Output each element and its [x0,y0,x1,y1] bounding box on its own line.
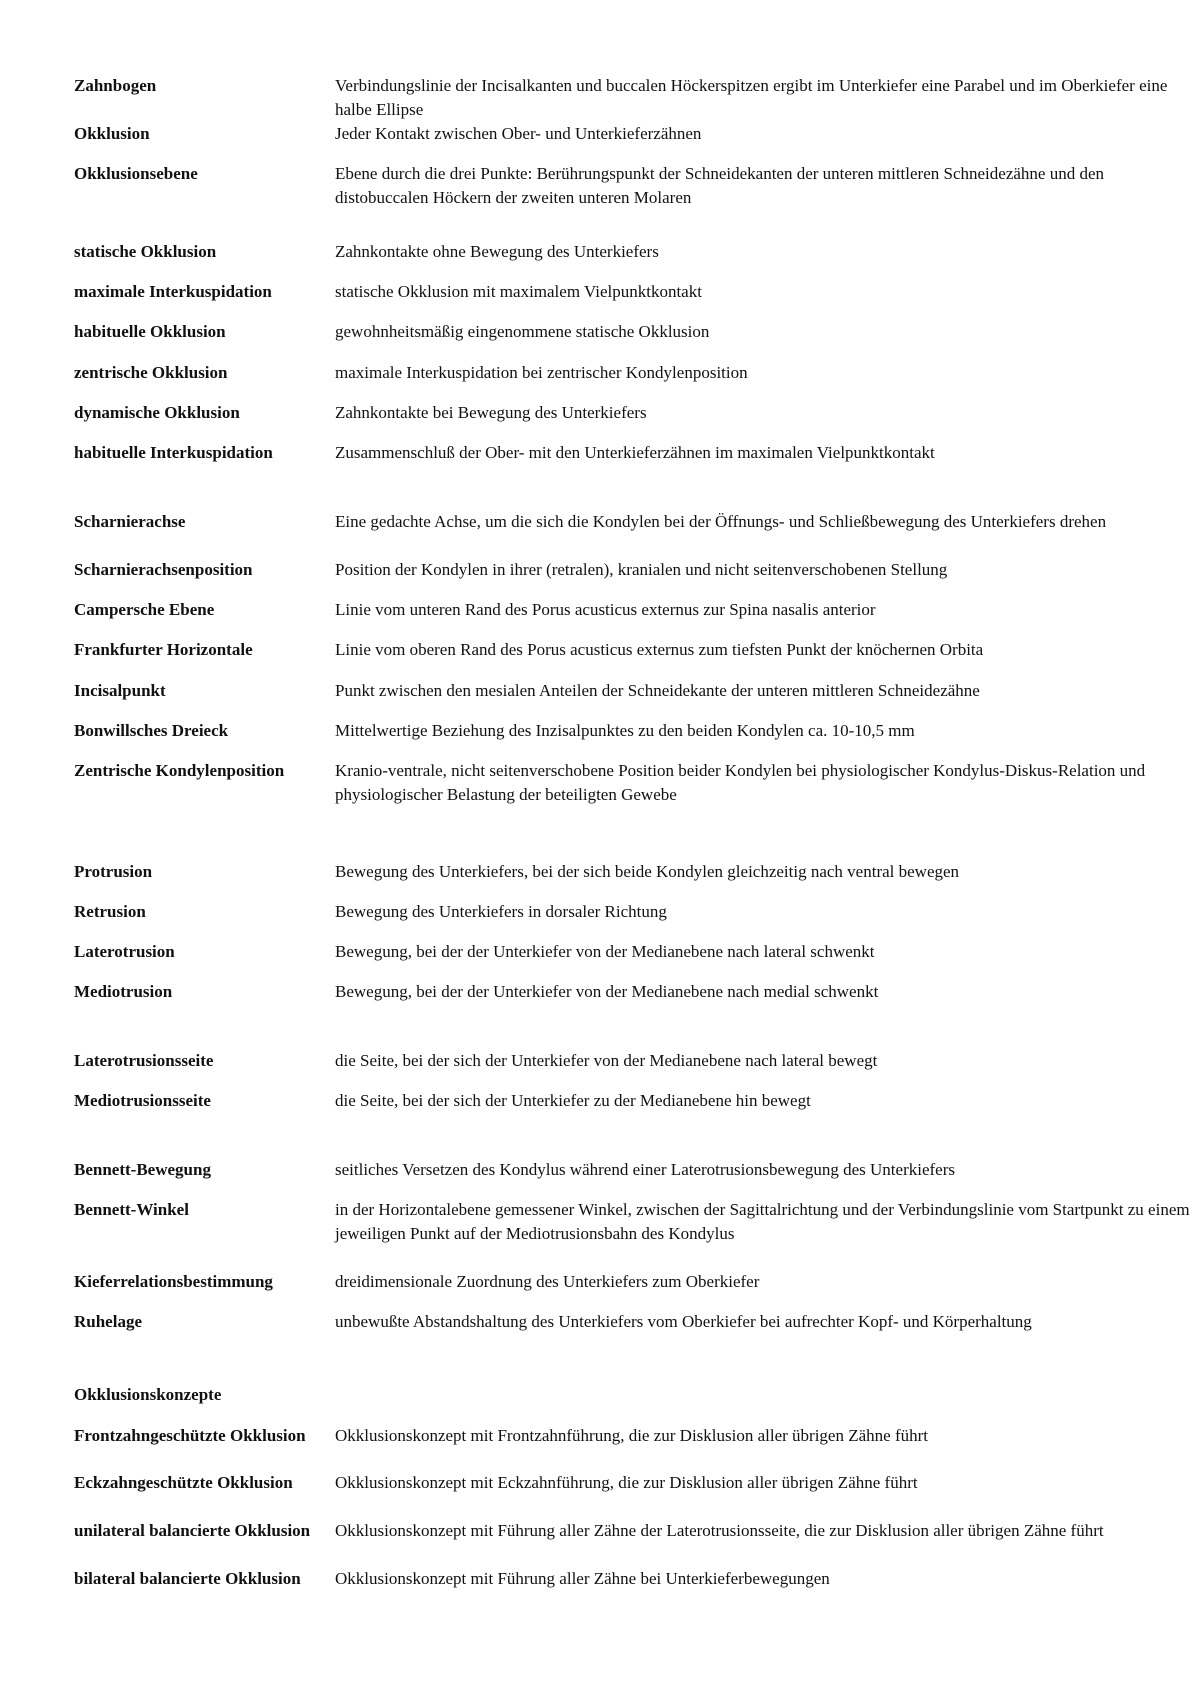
glossary-term: Frontzahngeschützte Okklusion [74,1426,306,1445]
glossary-definition: Ebene durch die drei Punkte: Berührungspunkt der Schneidekanten der unteren mittleren Schneidezähne und den distobuccalen Höckern der zweiten unteren Molaren [335,164,1105,207]
glossary-term: unilateral balancierte Okklusion [74,1521,311,1540]
glossary-term: statische Okklusion [74,242,217,261]
glossary-term: dynamische Okklusion [74,403,240,422]
glossary-definition: Position der Kondylen in ihrer (retralen), kranialen und nicht seitenverschobenen Stellung [335,560,948,579]
glossary-term: Bennett-Bewegung [74,1160,211,1179]
glossary-definition: gewohnheitsmäßig eingenommene statische Okklusion [335,322,710,341]
glossary-definition: Mittelwertige Beziehung des Inzisalpunktes zu den beiden Kondylen ca. 10-10,5 mm [335,721,915,740]
glossary-term: Scharnierachsenposition [74,560,253,579]
glossary-definition: statische Okklusion mit maximalem Vielpunktkontakt [335,282,702,301]
glossary-definition: Zahnkontakte ohne Bewegung des Unterkiefers [335,242,659,261]
glossary-definition: Okklusionskonzept mit Führung aller Zähne bei Unterkieferbewegungen [335,1569,830,1588]
glossary-term: Frankfurter Horizontale [74,640,253,659]
glossary-term: Kieferrelationsbestimmung [74,1272,273,1291]
glossary-definition: seitliches Versetzen des Kondylus während einer Laterotrusionsbewegung des Unterkiefers [335,1160,955,1179]
glossary-term: Ruhelage [74,1312,142,1331]
glossary-definition: Zahnkontakte bei Bewegung des Unterkiefers [335,403,647,422]
glossary-definition: Linie vom oberen Rand des Porus acusticus externus zum tiefsten Punkt der knöchernen Orbita [335,640,984,659]
glossary-term: habituelle Okklusion [74,322,226,341]
glossary-term: Zentrische Kondylenposition [74,761,285,780]
glossary-definition: Punkt zwischen den mesialen Anteilen der Schneidekante der unteren mittleren Schneidezähne [335,681,980,700]
glossary-term: Retrusion [74,902,146,921]
glossary-term: Laterotrusion [74,942,175,961]
glossary-term: Okklusionsebene [74,164,198,183]
glossary-definition: dreidimensionale Zuordnung des Unterkiefers zum Oberkiefer [335,1272,760,1291]
glossary-term: Bennett-Winkel [74,1200,189,1219]
glossary-term: habituelle Interkuspidation [74,443,273,462]
glossary-term: Protrusion [74,862,153,881]
glossary-definition: Okklusionskonzept mit Führung aller Zähne der Laterotrusionsseite, die zur Disklusion aller übrigen Zähne führt [335,1521,1104,1540]
glossary-definition: in der Horizontalebene gemessener Winkel, zwischen der Sagittalrichtung und der Verbindungslinie vom Startpunkt zu einem jeweiligen Punkt auf der Mediotrusionsbahn des Kondylus [335,1200,1190,1243]
glossary-definition: Bewegung des Unterkiefers in dorsaler Richtung [335,902,667,921]
glossary-definition: Eine gedachte Achse, um die sich die Kondylen bei der Öffnungs- und Schließbewegung des Unterkiefers drehen [335,512,1107,531]
glossary-term: Okklusion [74,124,150,143]
glossary-term: Laterotrusionsseite [74,1051,214,1070]
glossary-definition: die Seite, bei der sich der Unterkiefer von der Medianebene nach lateral bewegt [335,1051,878,1070]
glossary-definition: die Seite, bei der sich der Unterkiefer zu der Medianebene hin bewegt [335,1091,811,1110]
glossary-term: Eckzahngeschützte Okklusion [74,1473,293,1492]
glossary-term: Campersche Ebene [74,600,215,619]
glossary-term: Mediotrusion [74,982,173,1001]
glossary-definition: Linie vom unteren Rand des Porus acusticus externus zur Spina nasalis anterior [335,600,876,619]
glossary-definition: maximale Interkuspidation bei zentrischer Kondylenposition [335,363,748,382]
glossary-definition: Okklusionskonzept mit Frontzahnführung, die zur Disklusion aller übrigen Zähne führt [335,1426,928,1445]
glossary-term: bilateral balancierte Okklusion [74,1569,301,1588]
glossary-definition: Jeder Kontakt zwischen Ober- und Unterkieferzähnen [335,124,702,143]
glossary-term: Zahnbogen [74,76,157,95]
glossary-definition: Bewegung, bei der der Unterkiefer von der Medianebene nach medial schwenkt [335,982,879,1001]
glossary-term: Okklusionskonzepte [74,1385,222,1404]
glossary-term: Incisalpunkt [74,681,166,700]
glossary-definition: Bewegung, bei der der Unterkiefer von der Medianebene nach lateral schwenkt [335,942,875,961]
glossary-definition: Verbindungslinie der Incisalkanten und buccalen Höckerspitzen ergibt im Unterkiefer eine Parabel und im Oberkiefer eine halbe Ellipse [335,76,1168,119]
glossary-term: Bonwillsches Dreieck [74,721,229,740]
glossary-term: zentrische Okklusion [74,363,228,382]
glossary-definition: Kranio-ventrale, nicht seitenverschobene Position beider Kondylen bei physiologischer Kondylus-Diskus-Relation und physiologischer Belastung der beteiligten Gewebe [335,761,1146,804]
glossary-definition: Okklusionskonzept mit Eckzahnführung, die zur Disklusion aller übrigen Zähne führt [335,1473,918,1492]
glossary-definition: Bewegung des Unterkiefers, bei der sich beide Kondylen gleichzeitig nach ventral bewegen [335,862,960,881]
glossary-definition: Zusammenschluß der Ober- mit den Unterkieferzähnen im maximalen Vielpunktkontakt [335,443,935,462]
glossary-definition: unbewußte Abstandshaltung des Unterkiefers vom Oberkiefer bei aufrechter Kopf- und Körperhaltung [335,1312,1032,1331]
glossary-term: maximale Interkuspidation [74,282,272,301]
glossary-term: Scharnierachse [74,512,186,531]
glossary-term: Mediotrusionsseite [74,1091,211,1110]
